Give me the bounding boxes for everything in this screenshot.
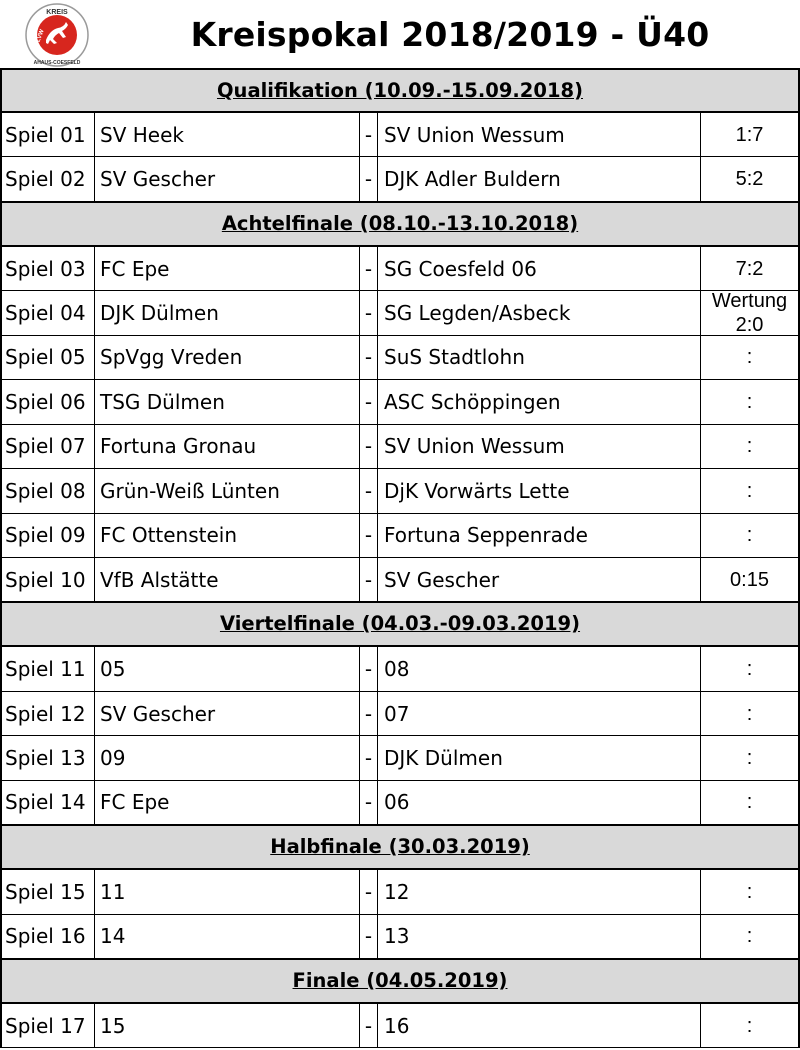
match-score: : — [746, 435, 753, 458]
home-team: 11 — [95, 870, 360, 913]
away-team: 06 — [378, 781, 701, 824]
match-row — [0, 157, 800, 201]
match-row — [0, 1004, 800, 1048]
match-row — [0, 692, 800, 736]
match-row — [0, 247, 800, 291]
round-label: Achtelfinale (08.10.-13.10.2018) — [221, 211, 579, 235]
round-label: Finale (04.05.2019) — [292, 969, 508, 992]
match-number: Spiel 17 — [2, 1004, 95, 1047]
match-number: Spiel 14 — [2, 781, 95, 824]
round-header — [0, 68, 800, 113]
match-number: Spiel 09 — [2, 514, 95, 557]
round-header — [0, 825, 800, 870]
versus-dash: - — [360, 113, 378, 156]
match-number: Spiel 02 — [2, 157, 95, 200]
home-team: SV Gescher — [95, 157, 360, 200]
match-row — [0, 558, 800, 602]
round-header — [0, 959, 800, 1004]
match-number: Spiel 12 — [2, 692, 95, 735]
away-team: DJK Adler Buldern — [378, 157, 701, 200]
away-team: Fortuna Seppenrade — [378, 514, 701, 557]
match-number: Spiel 04 — [2, 291, 95, 334]
versus-dash: - — [360, 692, 378, 735]
logo-text-top: KREIS — [46, 9, 68, 16]
away-team: DjK Vorwärts Lette — [378, 469, 701, 512]
match-score: : — [746, 791, 753, 814]
home-team: 09 — [95, 736, 360, 779]
match-number: Spiel 07 — [2, 425, 95, 468]
away-team: 07 — [378, 692, 701, 735]
match-score: : — [746, 524, 753, 547]
match-number: Spiel 10 — [2, 558, 95, 601]
match-row — [0, 870, 800, 914]
match-score: : — [746, 390, 753, 413]
versus-dash: - — [360, 469, 378, 512]
versus-dash: - — [360, 558, 378, 601]
match-row — [0, 113, 800, 157]
away-team: 12 — [378, 870, 701, 913]
versus-dash: - — [360, 291, 378, 334]
match-row — [0, 514, 800, 558]
match-score — [701, 291, 798, 334]
versus-dash: - — [360, 247, 378, 290]
match-score: : — [746, 1014, 753, 1037]
away-team: 16 — [378, 1004, 701, 1047]
match-score: : — [746, 880, 753, 903]
match-score: : — [746, 479, 753, 502]
versus-dash: - — [360, 425, 378, 468]
match-number: Spiel 16 — [2, 915, 95, 958]
match-row — [0, 736, 800, 780]
score-line: 2:0 — [735, 314, 764, 335]
match-score: 7:2 — [735, 257, 764, 280]
home-team: FC Ottenstein — [95, 514, 360, 557]
match-number: Spiel 03 — [2, 247, 95, 290]
match-number: Spiel 06 — [2, 380, 95, 423]
versus-dash: - — [360, 1004, 378, 1047]
match-row — [0, 291, 800, 335]
versus-dash: - — [360, 157, 378, 200]
versus-dash: - — [360, 915, 378, 958]
home-team: SV Gescher — [95, 692, 360, 735]
home-team: VfB Alstätte — [95, 558, 360, 601]
match-row — [0, 380, 800, 424]
home-team: SV Heek — [95, 113, 360, 156]
home-team: TSG Dülmen — [95, 380, 360, 423]
match-score: : — [746, 658, 753, 681]
versus-dash: - — [360, 380, 378, 423]
away-team: SV Union Wessum — [378, 425, 701, 468]
away-team: ASC Schöppingen — [378, 380, 701, 423]
match-number: Spiel 11 — [2, 647, 95, 690]
match-row — [0, 647, 800, 691]
versus-dash: - — [360, 336, 378, 379]
home-team: 05 — [95, 647, 360, 690]
home-team: DJK Dülmen — [95, 291, 360, 334]
versus-dash: - — [360, 736, 378, 779]
page-header — [0, 0, 800, 68]
match-number: Spiel 01 — [2, 113, 95, 156]
home-team: 15 — [95, 1004, 360, 1047]
match-number: Spiel 05 — [2, 336, 95, 379]
match-number: Spiel 08 — [2, 469, 95, 512]
page-title: Kreispokal 2018/2019 - Ü40 — [190, 15, 710, 54]
fixtures-table — [0, 68, 800, 1048]
home-team: 14 — [95, 915, 360, 958]
versus-dash: - — [360, 781, 378, 824]
match-score: 5:2 — [735, 168, 764, 191]
versus-dash: - — [360, 647, 378, 690]
versus-dash: - — [360, 514, 378, 557]
home-team: Grün-Weiß Lünten — [95, 469, 360, 512]
match-score: : — [746, 702, 753, 725]
round-label: Halbfinale (30.03.2019) — [270, 835, 530, 859]
round-header — [0, 602, 800, 647]
match-row — [0, 781, 800, 825]
match-row — [0, 469, 800, 513]
away-team: SuS Stadtlohn — [378, 336, 701, 379]
match-number: Spiel 13 — [2, 736, 95, 779]
away-team: 13 — [378, 915, 701, 958]
home-team: SpVgg Vreden — [95, 336, 360, 379]
round-header — [0, 202, 800, 247]
home-team: Fortuna Gronau — [95, 425, 360, 468]
logo-text-center: FLVW — [34, 28, 46, 47]
away-team: 08 — [378, 647, 701, 690]
round-label: Viertelfinale (04.03.-09.03.2019) — [219, 612, 581, 636]
logo-text-bottom: AHAUS-COESFELD — [33, 60, 81, 66]
away-team: DJK Dülmen — [378, 736, 701, 779]
match-score: : — [746, 925, 753, 948]
away-team: SV Gescher — [378, 558, 701, 601]
home-team: FC Epe — [95, 781, 360, 824]
score-line: Wertung — [711, 291, 788, 313]
away-team: SG Coesfeld 06 — [378, 247, 701, 290]
away-team: SV Union Wessum — [378, 113, 701, 156]
match-score: 0:15 — [730, 568, 769, 591]
match-score: 1:7 — [735, 123, 764, 146]
away-team: SG Legden/Asbeck — [378, 291, 701, 334]
match-row — [0, 425, 800, 469]
versus-dash: - — [360, 870, 378, 913]
match-score: : — [746, 746, 753, 769]
round-label: Qualifikation (10.09.-15.09.2018) — [216, 79, 583, 102]
match-number: Spiel 15 — [2, 870, 95, 913]
match-score: : — [746, 346, 753, 369]
flvw-logo — [24, 2, 90, 68]
match-row — [0, 336, 800, 380]
match-row — [0, 915, 800, 959]
home-team: FC Epe — [95, 247, 360, 290]
